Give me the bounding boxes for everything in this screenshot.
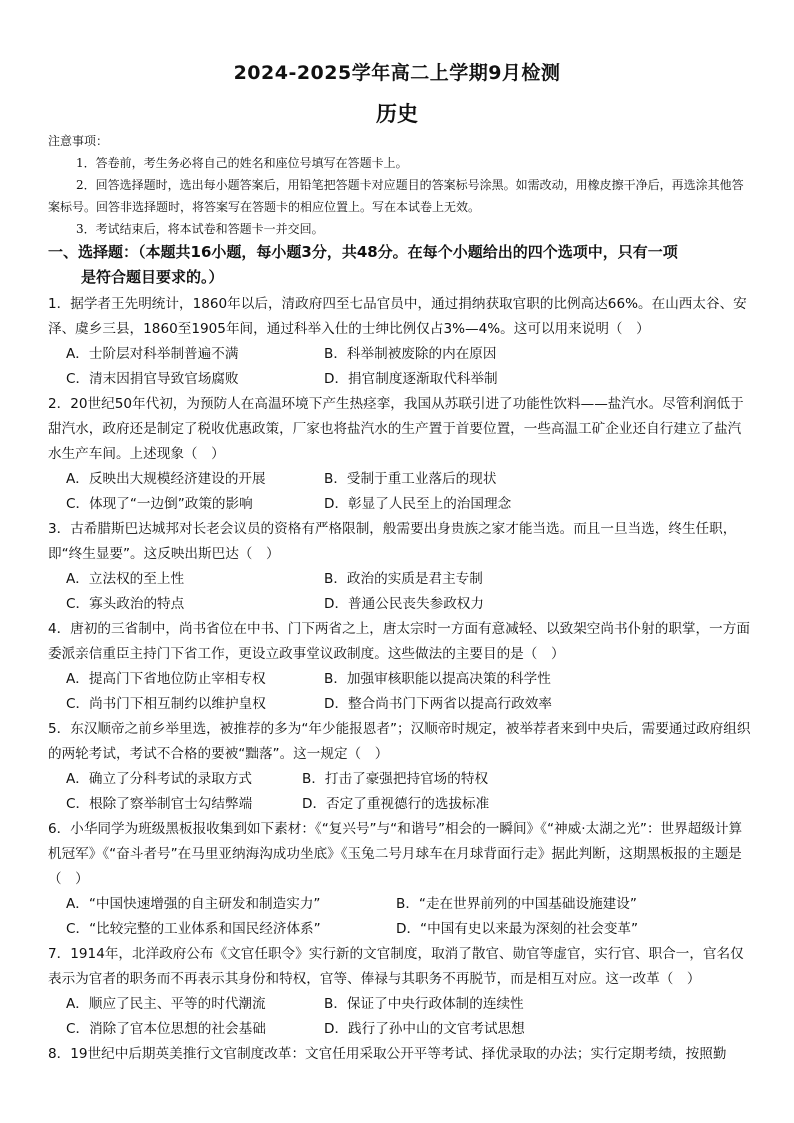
notes-block [48, 130, 748, 240]
section-heading-line: 一、选择题：（本题共16小题，每小题3分，共48分。在每个小题给出的四个选项中，只有一项 [48, 243, 678, 261]
option-b: B．受制于重工业落后的现状 [324, 471, 497, 487]
option-c: C．寡头政治的特点 [66, 596, 185, 612]
option-b: B．政治的实质是君主专制 [324, 571, 483, 587]
exam-title: 2024-2025学年高二上学期9月检测 [233, 62, 561, 84]
option-b: B．科举制被废除的内在原因 [324, 346, 497, 362]
question-stem: 5．东汉顺帝之前乡举里选，被推荐的多为“年少能报恩者”；汉顺帝时规定，被举荐者来到中央后，需要通过政府组织的两轮考试，考试不合格的要被“黜落”。这一规定（ ） [48, 721, 751, 762]
option-a: A．确立了分科考试的录取方式 [66, 771, 253, 787]
option-c: C．“比较完整的工业体系和国民经济体系” [66, 921, 321, 937]
question [48, 942, 753, 1042]
question [48, 392, 753, 517]
note-item: 1．答卷前，考生务必将自己的姓名和座位号填写在答题卡上。 [76, 156, 408, 170]
question-stem: 7．1914年，北洋政府公布《文官任职令》实行新的文官制度，取消了散官、勋官等虚官，实行官、职合一，官名仅表示为官者的职务而不再表示其身份和特权，官等、俸禄与其职务不再脱节，而是相互对应。这一改革（ ） [48, 946, 744, 987]
option-grid [48, 342, 753, 392]
option-grid [48, 467, 753, 517]
question-stem: 4．唐初的三省制中，尚书省位在中书、门下两省之上，唐太宗时一方面有意减轻、以致架空尚书仆射的职掌，一方面委派亲信重臣主持门下省工作，更设立政事堂议政制度。这些做法的主要目的是（ ） [48, 621, 750, 662]
option-c: C．体现了“一边倒”政策的影响 [66, 496, 253, 512]
question-stem: 8．19世纪中后期英美推行文官制度改革：文官任用采取公开平等考试、择优录取的办法；实行定期考绩，按照勤 [48, 1046, 727, 1062]
section-heading [48, 240, 758, 290]
option-a: A．反映出大规模经济建设的开展 [66, 471, 266, 487]
note-item: 3．考试结束后，将本试卷和答题卡一并交回。 [76, 222, 324, 236]
option-grid [48, 667, 753, 717]
question [48, 817, 753, 942]
question-stem: 1．据学者王先明统计，1860年以后，清政府四至七品官员中，通过捐纳获取官职的比例高达66%。在山西太谷、安泽、虞乡三县，1860至1905年间，通过科举入仕的士绅比例仅占3%—4%。这可以用来说明（ ） [48, 296, 747, 337]
section-heading-line: 是符合题目要求的。） [81, 268, 224, 286]
option-b: B．“走在世界前列的中国基础设施建设” [396, 896, 637, 912]
option-grid [48, 567, 753, 617]
option-grid [48, 767, 753, 817]
option-c: C．消除了官本位思想的社会基础 [66, 1021, 266, 1037]
option-a: A．“中国快速增强的自主研发和制造实力” [66, 896, 321, 912]
option-a: A．顺应了民主、平等的时代潮流 [66, 996, 266, 1012]
option-c: C．清末因捐官导致官场腐败 [66, 371, 239, 387]
question [48, 1042, 753, 1067]
option-a: A．提高门下省地位防止宰相专权 [66, 671, 266, 687]
option-d: D．普通公民丧失参政权力 [324, 596, 484, 612]
option-grid [48, 992, 753, 1042]
question-stem: 3．古希腊斯巴达城邦对长老会议员的资格有严格限制，般需要出身贵族之家才能当选。而且一旦当选，终生任职，即“终生显要”。这反映出斯巴达（ ） [48, 521, 737, 562]
option-b: B．保证了中央行政体制的连续性 [324, 996, 524, 1012]
option-d: D．整合尚书门下两省以提高行政效率 [324, 696, 552, 712]
option-b: B．打击了豪强把持官场的特权 [302, 771, 489, 787]
option-a: A．士阶层对科举制普遍不满 [66, 346, 239, 362]
option-c: C．尚书门下相互制约以维护皇权 [66, 696, 266, 712]
option-b: B．加强审核职能以提高决策的科学性 [324, 671, 551, 687]
question [48, 717, 753, 817]
option-c: C．根除了察举制官士勾结弊端 [66, 796, 253, 812]
option-d: D．“中国有史以来最为深刻的社会变革” [396, 921, 639, 937]
question-list [48, 292, 753, 1067]
option-a: A．立法权的至上性 [66, 571, 185, 587]
notes-heading: 注意事项： [48, 134, 109, 148]
note-item: 2．回答选择题时，选出每小题答案后，用铅笔把答题卡对应题目的答案标号涂黑。如需改动，用橡皮擦干净后，再选涂其他答案标号。回答非选择题时，将答案写在答题卡的相应位置上。写在本试卷上无效。 [48, 178, 744, 214]
subject-title: 历史 [376, 102, 418, 126]
option-grid [48, 892, 753, 942]
question [48, 617, 753, 717]
question-stem: 2．20世纪50年代初，为预防人在高温环境下产生热痉挛，我国从苏联引进了功能性饮料——盐汽水。尽管利润低于甜汽水，政府还是制定了税收优惠政策，厂家也将盐汽水的生产置于首要位置，一些高温工矿企业还自行建立了盐汽水生产车间。上述现象（ ） [48, 396, 744, 462]
option-d: D．否定了重视德行的选拔标准 [302, 796, 490, 812]
question [48, 292, 753, 392]
option-d: D．彰显了人民至上的治国理念 [324, 496, 512, 512]
option-d: D．践行了孙中山的文官考试思想 [324, 1021, 525, 1037]
option-d: D．捐官制度逐渐取代科举制 [324, 371, 498, 387]
question [48, 517, 753, 617]
question-stem: 6．小华同学为班级黑板报收集到如下素材：《“复兴号”与“和谐号”相会的一瞬间》《“神威·太湖之光”：世界超级计算机冠军》《“奋斗者号”在马里亚纳海沟成功坐底》《玉兔二号月球车在月球背面行走》据此判断，这期黑板报的主题是（ ） [48, 821, 743, 887]
